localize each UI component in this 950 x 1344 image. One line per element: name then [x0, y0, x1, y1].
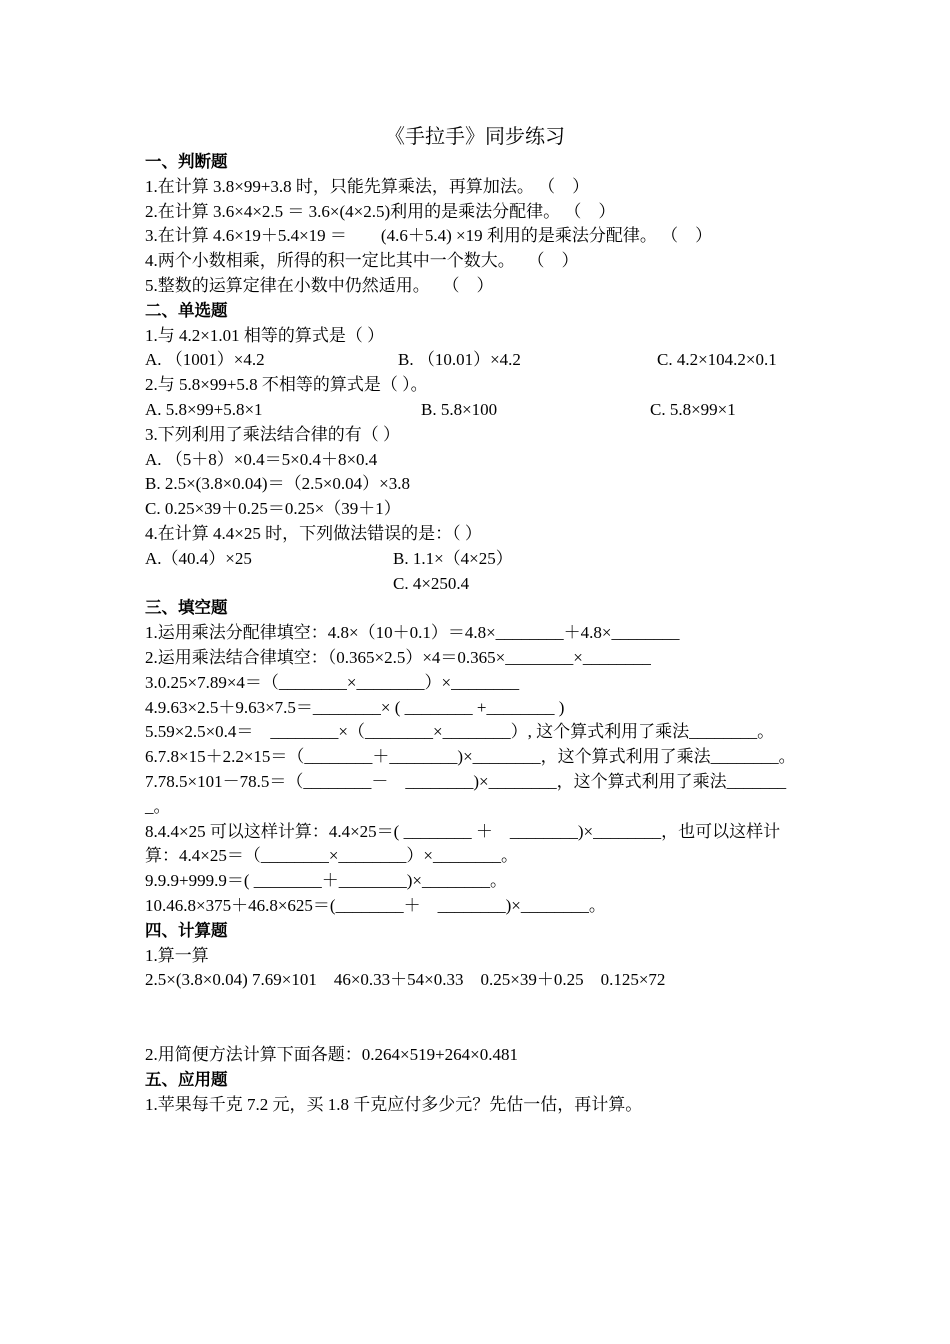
question-line: 4.9.63×2.5＋9.63×7.5＝________× ( ________ +________ ) — [145, 697, 565, 717]
question-line: 4.两个小数相乘，所得的积一定比其中一个数大。 （ ） — [145, 251, 579, 271]
question-line: 9.9.9+999.9＝( ________＋________)×________。 — [145, 871, 507, 891]
option-a: A. （1001）×4.2 — [145, 350, 265, 370]
section-heading-calculation: 四、计算题 — [145, 920, 228, 940]
section-heading-fill-blank: 三、填空题 — [145, 598, 228, 618]
options-row — [145, 547, 810, 572]
answer-space — [145, 993, 810, 1043]
worksheet-content — [145, 150, 810, 1117]
options-row — [145, 572, 810, 597]
option-b: B. 5.8×100 — [421, 399, 498, 419]
question-line: 5.整数的运算定律在小数中仍然适用。 （ ） — [145, 275, 494, 295]
question-line: 10.46.8×375＋46.8×625＝(________＋ ________)×________。 — [145, 895, 606, 915]
option-a: A.（40.4）×25 — [145, 548, 252, 568]
option-c: C. 5.8×99×1 — [650, 399, 736, 419]
question-line: 1.运用乘法分配律填空：4.8×（10＋0.1）＝4.8×________＋4.8×________ — [145, 623, 680, 643]
option-b: B. （10.01）×4.2 — [398, 350, 521, 370]
option-b: B. 1.1×（4×25） — [393, 548, 513, 568]
question-line: 2.与 5.8×99+5.8 不相等的算式是（ ）。 — [145, 375, 428, 395]
question-line: 1.苹果每千克 7.2 元，买 1.8 千克应付多少元？先估一估，再计算。 — [145, 1094, 643, 1114]
question-line: 8.4.4×25 可以这样计算：4.4×25＝( ________ ＋ ________)×________，也可以这样计算：4.4×25＝（________×________）×________。 — [145, 821, 781, 866]
section-heading-judgement: 一、判断题 — [145, 152, 228, 171]
section-heading-application: 五、应用题 — [145, 1069, 228, 1089]
question-line: 1.算一算 — [145, 945, 209, 965]
options-row — [145, 398, 810, 423]
option-c: C. 0.25×39＋0.25＝0.25×（39＋1） — [145, 499, 401, 519]
question-line: 6.7.8×15＋2.2×15＝（________＋________)×________，这个算式利用了乘法________。 — [145, 747, 796, 767]
question-line: 3.下列利用了乘法结合律的有（ ） — [145, 424, 400, 444]
page-title: 《手拉手》同步练习 — [385, 126, 565, 148]
question-line: 2.运用乘法结合律填空：（0.365×2.5）×4＝0.365×________×________ — [145, 647, 651, 667]
options-row — [145, 348, 810, 373]
question-line: 1.在计算 3.8×99+3.8 时，只能先算乘法，再算加法。 （ ） — [145, 176, 590, 196]
option-c: C. 4.2×104.2×0.1 — [657, 350, 777, 370]
question-line: 2.用简便方法计算下面各题：0.264×519+264×0.481 — [145, 1045, 519, 1065]
question-line: 3.0.25×7.89×4＝（________×________）×________ — [145, 672, 520, 692]
option-a: A. （5＋8）×0.4＝5×0.4＋8×0.4 — [145, 449, 378, 469]
question-line: 2.在计算 3.6×4×2.5 ＝ 3.6×(4×2.5)利用的是乘法分配律。 （ ） — [145, 201, 616, 221]
question-line: 5.59×2.5×0.4＝ ________×（________×________）, 这个算式利用了乘法________。 — [145, 722, 775, 742]
option-c: C. 4×250.4 — [393, 573, 470, 593]
option-b: B. 2.5×(3.8×0.04)＝（2.5×0.04）×3.8 — [145, 474, 411, 494]
calculation-items: 2.5×(3.8×0.04) 7.69×101 46×0.33＋54×0.33 0.25×39＋0.25 0.125×72 — [145, 970, 666, 990]
option-a: A. 5.8×99+5.8×1 — [145, 399, 263, 419]
question-line: 4.在计算 4.4×25 时，下列做法错误的是：（ ） — [145, 523, 482, 543]
question-line: 7.78.5×101－78.5＝（________－ ________)×________，这个算式利用了乘法________。 — [145, 771, 787, 816]
question-line: 1.与 4.2×1.01 相等的算式是（ ） — [145, 325, 385, 345]
section-heading-single-choice: 二、单选题 — [145, 300, 228, 320]
question-line: 3.在计算 4.6×19＋5.4×19 ＝ (4.6＋5.4) ×19 利用的是乘法分配律。 （ ） — [145, 226, 713, 246]
